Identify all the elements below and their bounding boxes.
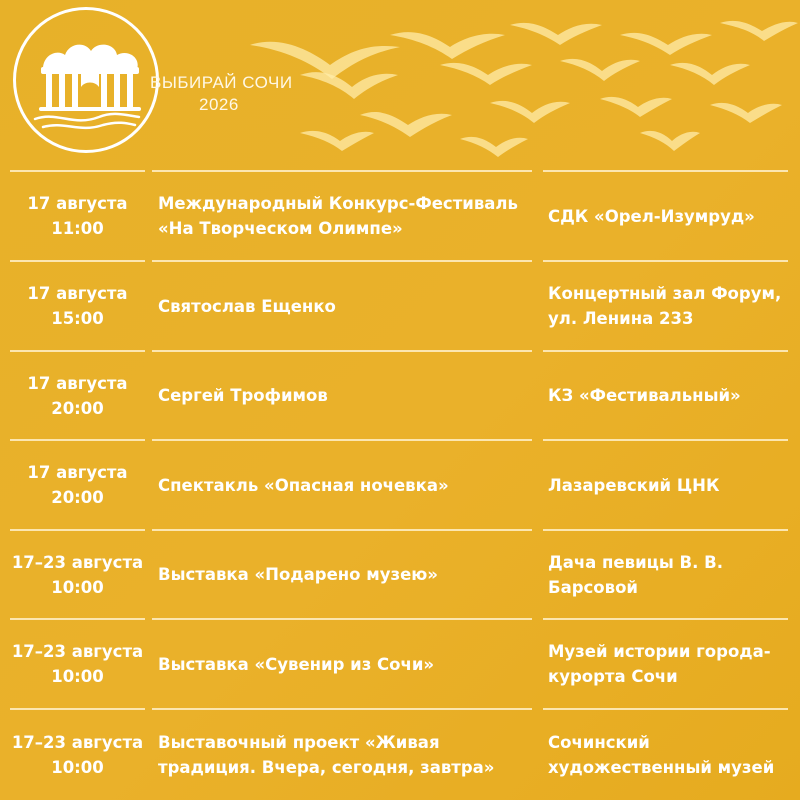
event-title: Святослав Ещенко xyxy=(158,296,336,316)
brand-name: ВЫБИРАЙ СОЧИ xyxy=(150,73,293,92)
event-title: Выставочный проект «Живая традиция. Вчера, сегодня, завтра» xyxy=(158,733,495,777)
event-time: 10:00 xyxy=(51,667,104,686)
table-row xyxy=(0,260,800,350)
event-date-cell xyxy=(10,620,145,708)
event-date: 17 августа xyxy=(27,463,128,482)
event-title: Сергей Трофимов xyxy=(158,386,328,405)
event-time: 11:00 xyxy=(51,219,104,238)
event-venue: Лазаревский ЦНК xyxy=(548,475,720,495)
event-venue: Музей истории города-курорта Сочи xyxy=(548,642,771,686)
event-time: 20:00 xyxy=(51,488,104,507)
event-date: 17–23 августа xyxy=(11,733,144,752)
event-date-cell xyxy=(10,441,145,529)
event-date-cell xyxy=(10,262,145,350)
event-time: 10:00 xyxy=(51,758,104,777)
table-row xyxy=(0,708,800,800)
event-date: 17–23 августа xyxy=(11,642,144,661)
event-venue: Дача певицы В. В. Барсовой xyxy=(548,552,723,597)
event-date: 17 августа xyxy=(27,284,128,303)
event-time: 10:00 xyxy=(51,577,104,597)
colonnade-logo-icon xyxy=(13,7,159,153)
table-row xyxy=(0,439,800,529)
event-time: 15:00 xyxy=(51,309,104,328)
event-title: Спектакль «Опасная ночевка» xyxy=(158,475,449,495)
table-row xyxy=(0,350,800,439)
brand-year: 2026 xyxy=(199,95,239,114)
event-date: 17 августа xyxy=(27,373,128,393)
event-venue: СДК «Орел-Изумруд» xyxy=(548,206,755,226)
seagulls-icon xyxy=(240,15,800,165)
event-title: Международный Конкурс-Фестиваль «На Творческом Олимпе» xyxy=(158,194,518,238)
table-row xyxy=(0,618,800,708)
event-date-cell xyxy=(10,710,145,800)
event-title: Выставка «Подарено музею» xyxy=(158,565,438,584)
event-date-cell xyxy=(10,172,145,260)
event-date: 17–23 августа xyxy=(11,552,144,572)
event-title: Выставка «Сувенир из Сочи» xyxy=(158,654,435,674)
event-date-cell xyxy=(10,352,145,439)
event-venue: Сочинский художественный музей xyxy=(548,733,775,777)
event-venue: Концертный зал Форум, ул. Ленина 233 xyxy=(548,284,782,328)
event-time: 20:00 xyxy=(51,398,104,418)
event-venue: КЗ «Фестивальный» xyxy=(548,386,741,405)
event-date-cell xyxy=(10,531,145,618)
table-row xyxy=(0,170,800,260)
header xyxy=(0,0,800,170)
table-row xyxy=(0,529,800,618)
event-date: 17 августа xyxy=(27,194,128,213)
